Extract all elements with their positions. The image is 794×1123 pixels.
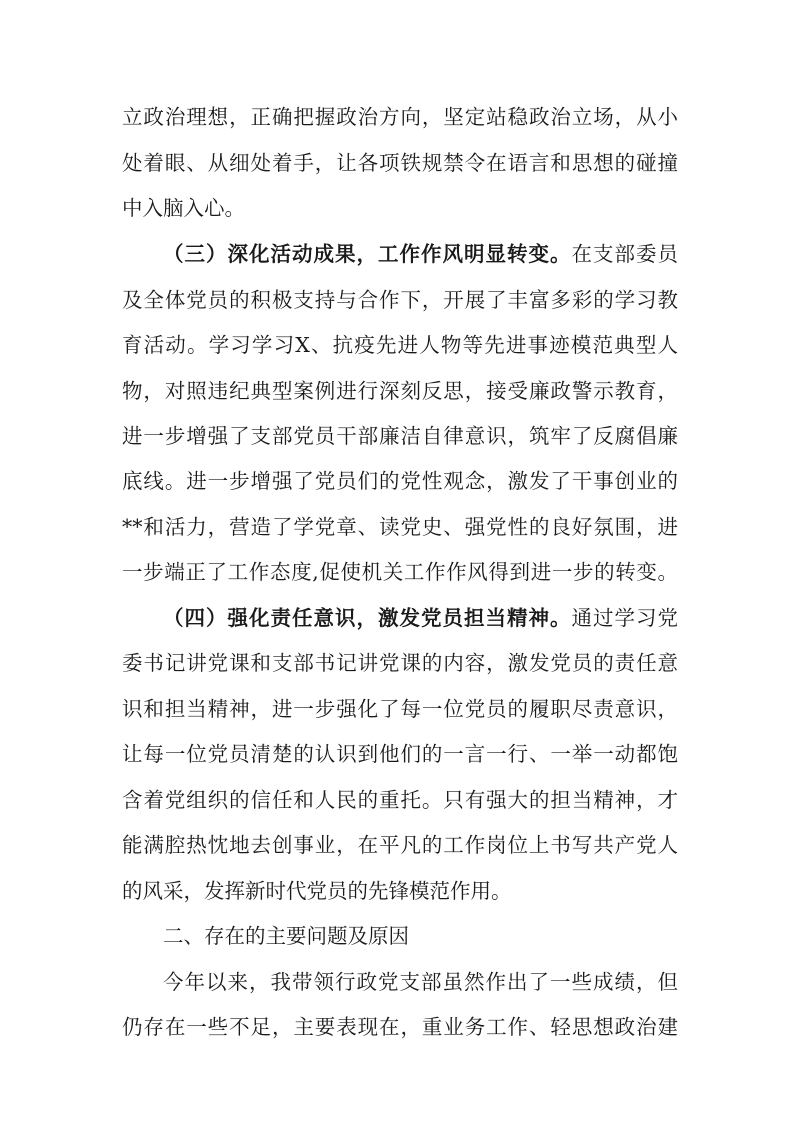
paragraph-continued-line (122, 149, 678, 177)
body-text: 在支部委员 (571, 242, 678, 266)
paragraph-section-4-line (122, 649, 678, 677)
body-text: 育活动。学习学习X、抗疫先进人物等先进事迹模范典型人 (122, 333, 678, 357)
paragraph-section-4-line (122, 831, 678, 859)
body-text: 委书记讲党课和支部书记讲党课的内容，激发党员的责任意 (122, 651, 678, 675)
body-text: 含着党组织的信任和人民的重托。只有强大的担当精神，才 (122, 788, 678, 812)
body-text: 让每一位党员清楚的认识到他们的一言一行、一举一动都饱 (122, 742, 678, 766)
paragraph-section-3-line (122, 331, 678, 359)
paragraph-section-4-line (122, 695, 678, 723)
body-text: 物，对照违纪典型案例进行深刻反思，接受廉政警示教育， (122, 379, 678, 403)
paragraph-section-4-line (122, 740, 678, 768)
body-text: 处着眼、从细处着手，让各项铁规禁令在语言和思想的碰撞 (122, 151, 678, 175)
body-text: 底线。进一步增强了党员们的党性观念，激发了干事创业的 (122, 469, 678, 493)
body-text: 进一步增强了支部党员干部廉洁自律意识，筑牢了反腐倡廉 (122, 424, 678, 448)
body-text: 二、存在的主要问题及原因 (163, 924, 409, 948)
paragraph-section-4-line (122, 786, 678, 814)
bold-heading-text: （三）深化活动成果，工作作风明显转变。 (163, 242, 572, 266)
body-text: 中入脑入心。 (122, 196, 245, 220)
paragraph-continued-line (122, 194, 245, 222)
paragraph-problems-line (122, 1013, 678, 1041)
body-text: 识和担当精神，进一步强化了每一位党员的履职尽责意识， (122, 697, 678, 721)
bold-heading-text: （四）强化责任意识，激发党员担当精神。 (163, 606, 572, 630)
paragraph-section-3-line (122, 422, 678, 450)
paragraph-problems-line (163, 968, 678, 996)
section-heading-2-line (163, 922, 409, 950)
body-text: 今年以来，我带领行政党支部虽然作出了一些成绩，但 (163, 970, 678, 994)
body-text: 通过学习党 (571, 606, 678, 630)
paragraph-section-3-line (122, 286, 678, 314)
paragraph-section-3-line (122, 558, 678, 586)
paragraph-section-3-line (122, 513, 678, 541)
body-text: 的风采，发挥新时代党员的先锋模范作用。 (122, 879, 512, 903)
paragraph-section-3-line (122, 467, 678, 495)
body-text: 一步端正了工作态度,促使机关工作作风得到进一步的转变。 (122, 560, 678, 584)
body-text: 立政治理想，正确把握政治方向，坚定站稳政治立场，从小 (122, 105, 678, 129)
body-text: 仍存在一些不足，主要表现在，重业务工作、轻思想政治建 (122, 1015, 678, 1039)
paragraph-continued-line (122, 103, 678, 131)
paragraph-section-3-line (163, 240, 678, 268)
paragraph-section-4-line (122, 877, 512, 905)
body-text: 及全体党员的积极支持与合作下，开展了丰富多彩的学习教 (122, 288, 678, 312)
paragraph-section-4-line (163, 604, 678, 632)
paragraph-section-3-line (122, 377, 678, 405)
body-text: 能满腔热忱地去创事业，在平凡的工作岗位上书写共产党人 (122, 833, 678, 857)
body-text: **和活力，营造了学党章、读党史、强党性的良好氛围，进 (122, 515, 678, 539)
